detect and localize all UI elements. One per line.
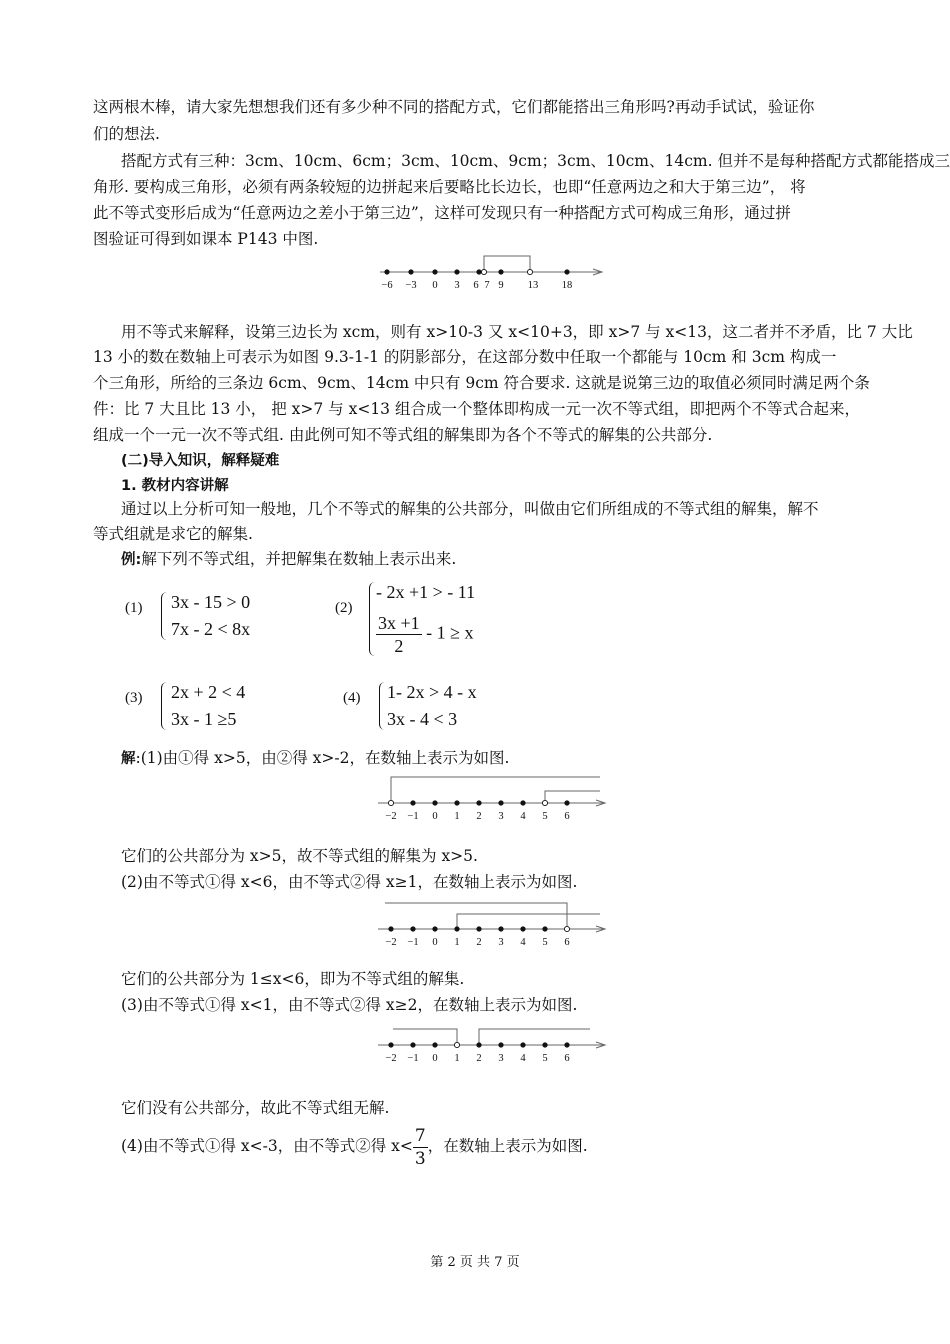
solution-ray-x-lt-1 <box>393 1029 457 1045</box>
tick-label: −2 <box>385 937 397 948</box>
tick-label: −1 <box>407 811 419 822</box>
solution-line <box>121 1124 588 1170</box>
tick-label: 13 <box>527 280 539 291</box>
text-line: 此不等式变形后成为“任意两边之差小于第三边”，这样可发现只有一种搭配方式可构成三角形，通过拼 <box>93 204 791 222</box>
tick-label: −6 <box>381 280 393 291</box>
tick-dot <box>411 927 416 932</box>
tick-label: 4 <box>520 937 526 948</box>
tick-dot <box>499 927 504 932</box>
solution-text: ，在数轴上表示为如图. <box>427 1137 588 1155</box>
tick-dot <box>521 801 526 806</box>
tick-label: −1 <box>407 937 419 948</box>
tick-dot <box>389 1043 394 1048</box>
tick-label: 6 <box>564 937 570 948</box>
tick-label: 4 <box>520 811 526 822</box>
tick-dot <box>477 270 482 275</box>
tick-dot <box>455 801 460 806</box>
tick-group <box>385 800 569 822</box>
tick-dot <box>499 1043 504 1048</box>
tick-dot <box>477 801 482 806</box>
left-brace <box>161 682 168 730</box>
inequality-2: 3x - 4 < 3 <box>387 709 458 729</box>
tick-label: 6 <box>564 1053 570 1064</box>
tick-dot <box>477 1043 482 1048</box>
tick-label: 2 <box>476 1053 482 1064</box>
tick-label: 0 <box>432 280 438 291</box>
inequality-rest: - 1 ≥ x <box>426 622 474 643</box>
tick-dot <box>521 927 526 932</box>
tick-label: 1 <box>454 937 460 948</box>
number-line-3 <box>375 1020 610 1072</box>
fraction-7-3 <box>413 1125 428 1170</box>
tick-label: 0 <box>432 811 438 822</box>
text-line: 件：比 7 大且比 13 小， 把 x>7 与 x<13 组合成一个整体即构成一元一次不等式组，即把两个不等式合起来， <box>93 400 860 418</box>
tick-label: −3 <box>405 280 417 291</box>
solution-ray-x-lt-6 <box>385 903 567 929</box>
tick-dot <box>477 927 482 932</box>
tick-label: 6 <box>473 280 479 291</box>
text-line: 组成一个一元一次不等式组. 由此例可知不等式组的解集即为各个不等式的解集的公共部分. <box>93 426 713 444</box>
tick-dot <box>411 801 416 806</box>
tick-group <box>381 269 572 291</box>
tick-group <box>385 926 569 948</box>
tick-dot <box>433 801 438 806</box>
inequality-2 <box>376 612 474 657</box>
open-point <box>542 800 547 805</box>
text-line: 角形. 要构成三角形，必须有两条较短的边拼起来后要略比长边长，也即“任意两边之和大于第三边”， 将 <box>93 178 806 196</box>
text-line: 通过以上分析可知一般地，几个不等式的解集的公共部分，叫做由它们所组成的不等式组的解集，解不 <box>121 500 819 518</box>
left-brace <box>369 582 376 656</box>
text-line: 个三角形，所给的三条边 6cm、9cm、14cm 中只有 9cm 符合要求. 这就是说第三边的取值必须同时满足两个条 <box>93 374 870 392</box>
tick-label: 3 <box>498 1053 504 1064</box>
tick-dot <box>389 927 394 932</box>
inequality-system-2 <box>333 578 503 660</box>
example-label: 例: <box>121 552 142 568</box>
left-brace <box>379 682 386 730</box>
tick-label: 18 <box>561 280 573 291</box>
tick-label: 0 <box>432 1053 438 1064</box>
tick-label: 2 <box>476 937 482 948</box>
tick-label: 5 <box>542 811 548 822</box>
solution-text: :(1)由①得 x>5，由②得 x>-2，在数轴上表示为如图. <box>135 749 510 767</box>
inequality-2: 7x - 2 < 8x <box>171 619 251 639</box>
tick-dot <box>499 801 504 806</box>
number-line-1 <box>375 772 610 824</box>
fraction-numerator: 3x +1 <box>378 613 420 633</box>
inequality-system-1 <box>121 588 281 646</box>
solution-ray-x-gt-neg2 <box>391 777 600 803</box>
page-footer: 第 2 页 共 7 页 <box>430 1255 520 1270</box>
tick-dot <box>565 1043 570 1048</box>
tick-dot <box>455 270 460 275</box>
tick-label: 3 <box>454 280 460 291</box>
tick-dot <box>411 1043 416 1048</box>
result-line: 它们的公共部分为 x>5，故不等式组的解集为 x>5. <box>121 847 478 865</box>
tick-dot <box>521 1043 526 1048</box>
tick-label: −2 <box>385 811 397 822</box>
solution-line: (3)由不等式①得 x<1，由不等式②得 x≥2，在数轴上表示为如图. <box>121 996 578 1014</box>
solution-ray-x-ge-2 <box>479 1029 590 1045</box>
solution-line <box>121 747 509 770</box>
solution-line: (2)由不等式①得 x<6，由不等式②得 x≥1，在数轴上表示为如图. <box>121 873 578 891</box>
tick-label: 9 <box>498 280 504 291</box>
system-label: (4) <box>343 690 361 706</box>
tick-label: 7 <box>484 280 490 291</box>
tick-label: 4 <box>520 1053 526 1064</box>
tick-label: 1 <box>454 1053 460 1064</box>
system-label: (2) <box>335 600 353 616</box>
system-label: (3) <box>125 690 143 706</box>
tick-label: 2 <box>476 811 482 822</box>
text-line: 搭配方式有三种：3cm、10cm、6cm；3cm、10cm、9cm；3cm、10cm、14cm. 但并不是每种搭配方式都能搭成三 <box>121 152 950 170</box>
text-line: 13 小的数在数轴上可表示为如图 9.3-1-1 的阴影部分，在这部分数中任取一个都能与 10cm 和 3cm 构成一 <box>93 348 837 366</box>
tick-dot <box>455 927 460 932</box>
open-point <box>564 926 569 931</box>
tick-dot <box>385 270 390 275</box>
open-point <box>481 269 486 274</box>
subsection-heading: 1. 教材内容讲解 <box>121 478 229 494</box>
section-heading: (二)导入知识，解释疑难 <box>121 453 280 469</box>
tick-dot <box>433 1043 438 1048</box>
result-line: 它们没有公共部分，故此不等式组无解. <box>121 1099 390 1117</box>
inequality-1: - 2x +1 > - 11 <box>376 582 476 602</box>
inequality-system-3 <box>121 678 281 736</box>
tick-label: −2 <box>385 1053 397 1064</box>
inequality-1: 2x + 2 < 4 <box>171 682 246 702</box>
tick-dot <box>565 270 570 275</box>
text-line: 等式组就是求它的解集. <box>93 525 253 543</box>
tick-label: 0 <box>432 937 438 948</box>
tick-dot <box>409 270 414 275</box>
inequality-1: 3x - 15 > 0 <box>171 592 251 612</box>
tick-label: 5 <box>542 937 548 948</box>
inequality-1: 1- 2x > 4 - x <box>387 682 477 702</box>
solution-bracket <box>484 256 530 272</box>
example-text: 解下列不等式组，并把解集在数轴上表示出来. <box>141 550 457 568</box>
text-line: 用不等式来解释，设第三边长为 xcm，则有 x>10-3 又 x<10+3，即 x>7 与 x<13，这二者并不矛盾，比 7 大比 <box>121 323 913 341</box>
text-line: 这两根木棒，请大家先想想我们还有多少种不同的搭配方式，它们都能搭出三角形吗?再动手试试，验证你 <box>93 98 815 116</box>
number-line-2 <box>375 898 610 950</box>
tick-group <box>385 1042 569 1064</box>
tick-label: −1 <box>407 1053 419 1064</box>
fraction <box>376 612 422 657</box>
tick-label: 6 <box>564 811 570 822</box>
fraction-numerator: 7 <box>414 1125 426 1146</box>
open-point <box>454 1042 459 1047</box>
tick-label: 3 <box>498 937 504 948</box>
solution-ray-x-gt-5 <box>545 791 600 803</box>
tick-dot <box>565 801 570 806</box>
tick-label: 5 <box>542 1053 548 1064</box>
tick-dot <box>433 927 438 932</box>
tick-dot <box>543 1043 548 1048</box>
example-line <box>121 548 456 571</box>
left-brace <box>161 592 168 640</box>
solution-label: 解 <box>121 751 136 767</box>
inequality-2: 3x - 1 ≥5 <box>171 709 237 729</box>
text-line: 图验证可得到如课本 P143 中图. <box>93 230 319 248</box>
fraction-denominator: 2 <box>394 636 404 656</box>
tick-label: 1 <box>454 811 460 822</box>
tick-label: 3 <box>498 811 504 822</box>
solution-text: (4)由不等式①得 x<-3，由不等式②得 x< <box>121 1137 413 1155</box>
inequality-system-4 <box>339 678 509 736</box>
tick-dot <box>433 270 438 275</box>
open-point <box>527 269 532 274</box>
tick-dot <box>499 270 504 275</box>
tick-dot <box>543 927 548 932</box>
system-label: (1) <box>125 600 143 616</box>
text-line: 们的想法. <box>93 125 160 143</box>
open-point <box>388 800 393 805</box>
fraction-denominator: 3 <box>414 1148 426 1169</box>
number-line-triangle <box>375 250 610 292</box>
result-line: 它们的公共部分为 1≤x<6，即为不等式组的解集. <box>121 970 465 988</box>
